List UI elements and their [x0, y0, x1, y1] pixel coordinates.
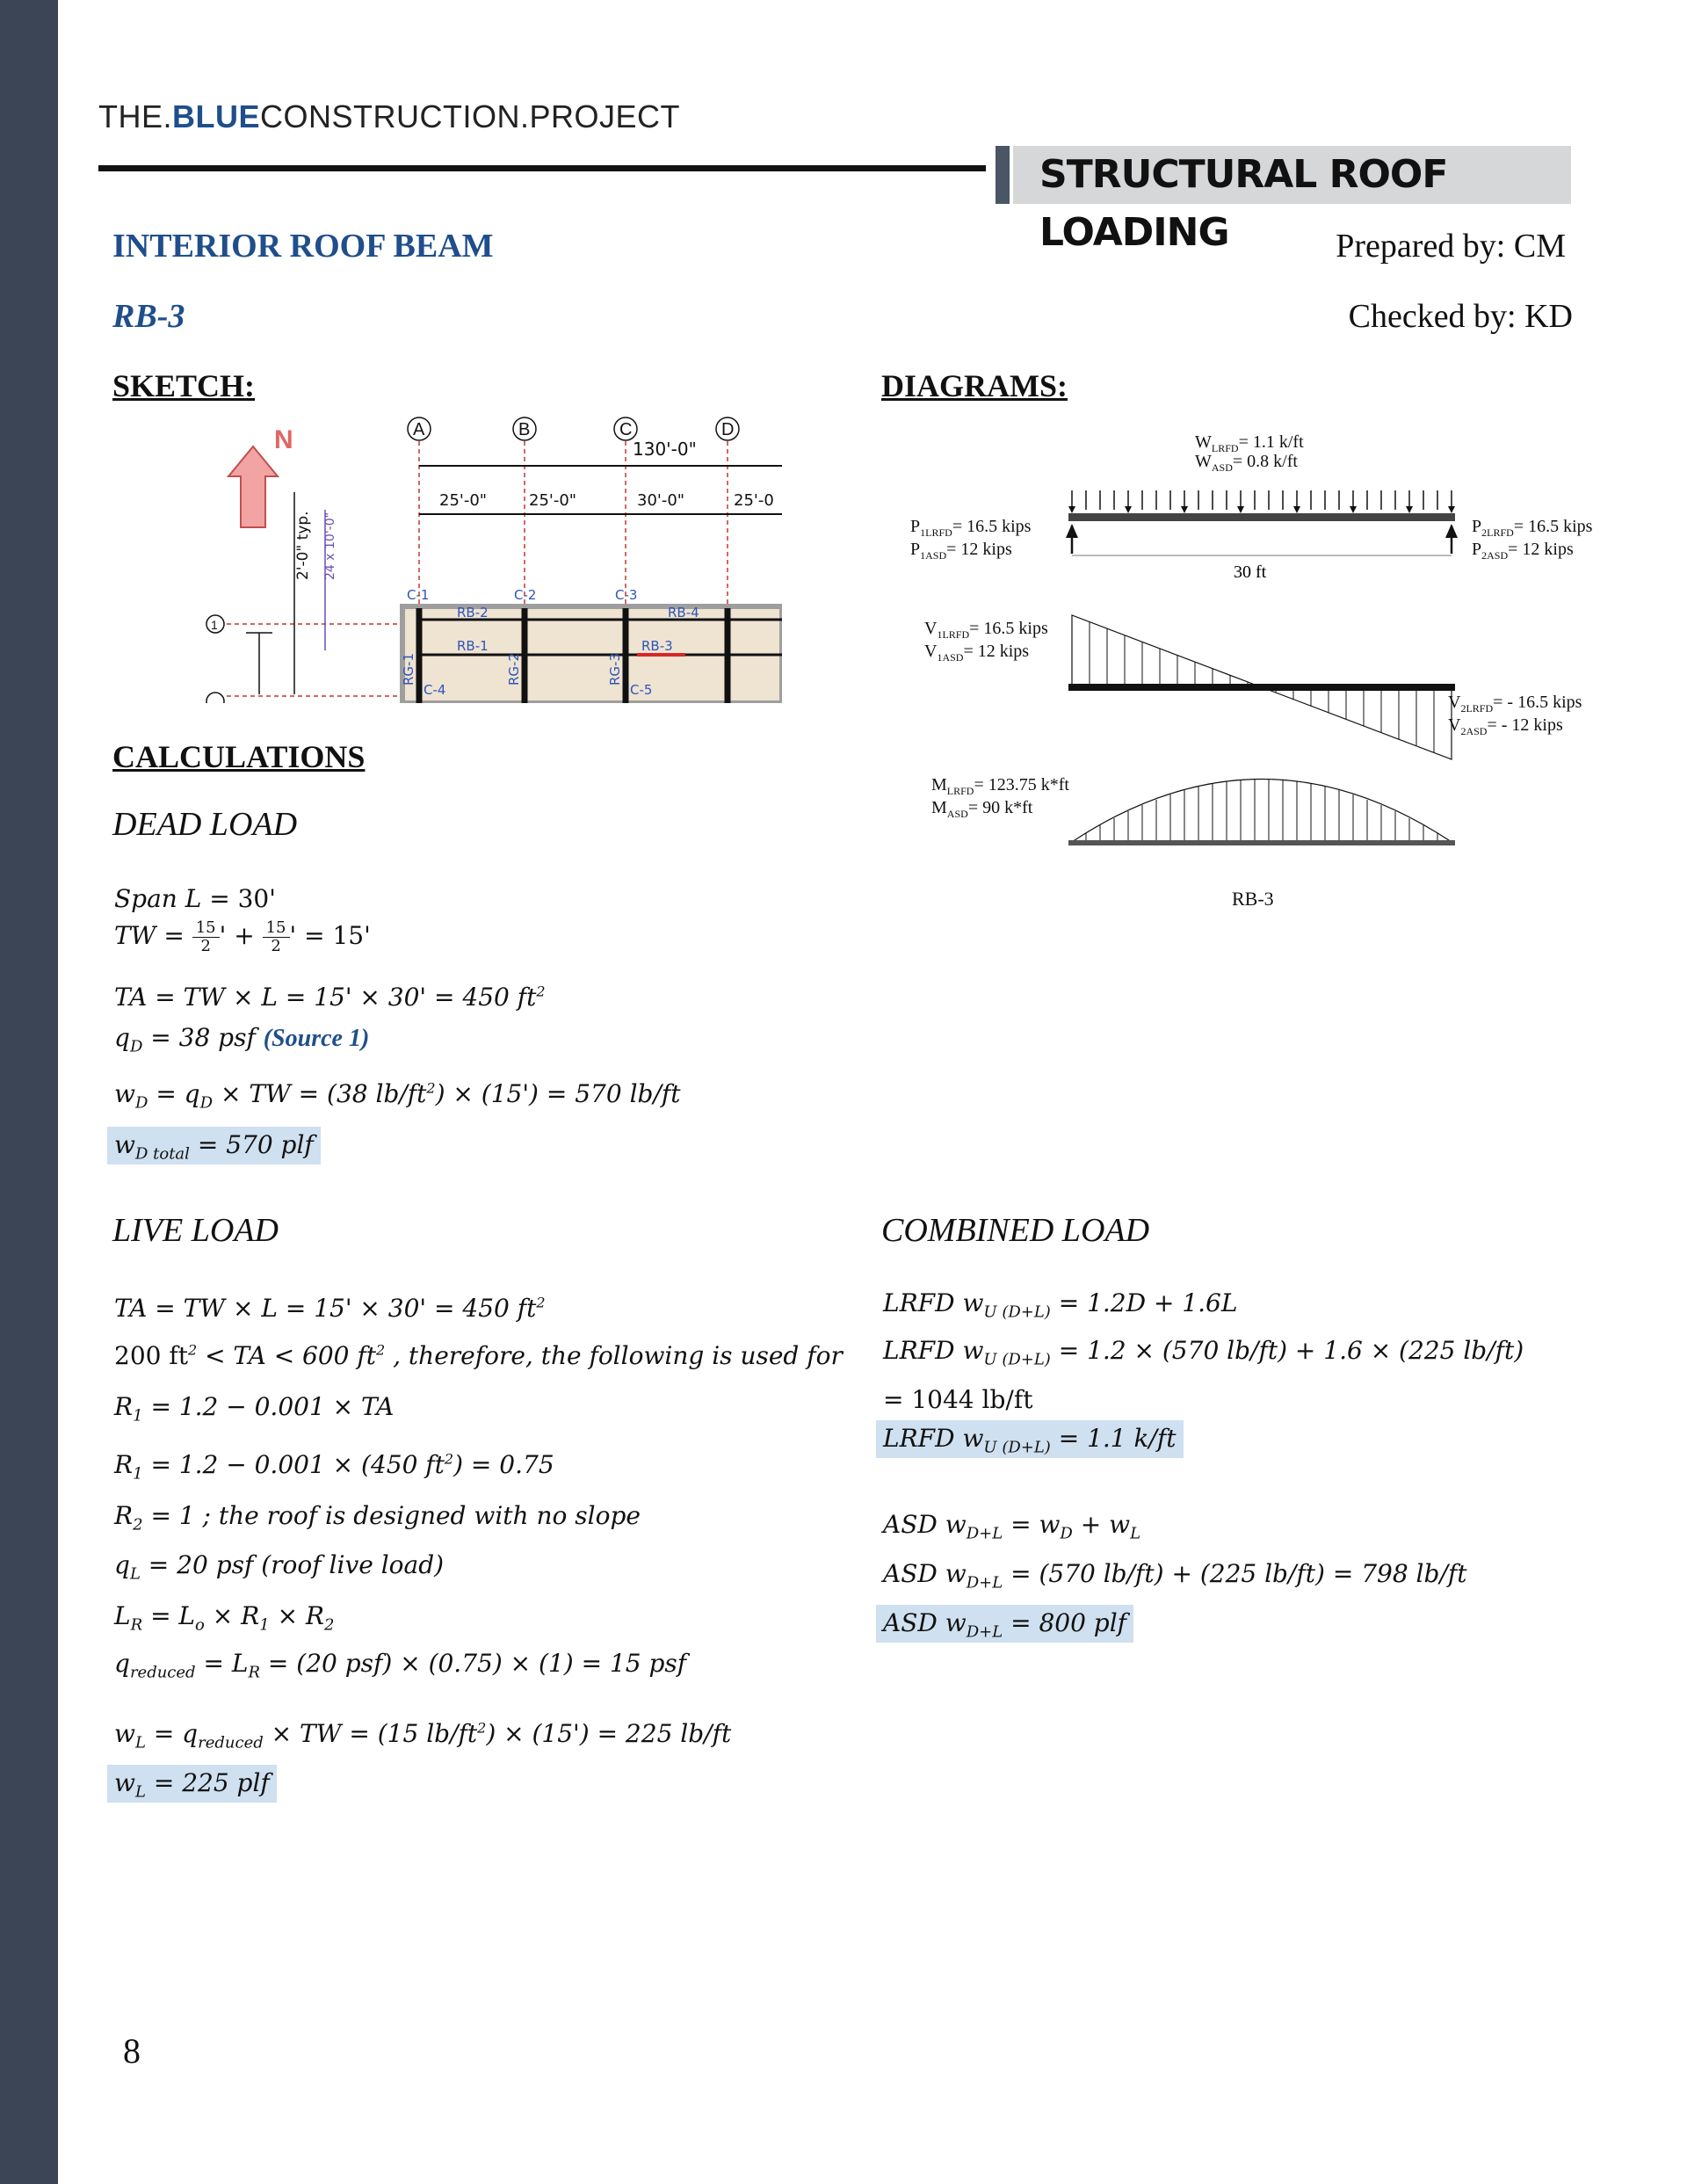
beam-label: RB-4: [668, 605, 699, 620]
v1-lrfd-label: $V_{1LRFD}= 16.5$ kips: [924, 619, 1048, 641]
lrfd-total: LRFD $w_{U (D+L)} = 1.1$ k/ft: [883, 1424, 1184, 1457]
p2-lrfd-label: $P_{2LRFD}= 16.5$ kips: [1472, 517, 1593, 539]
sketch-heading: SKETCH:: [112, 368, 256, 403]
asd-eq-2: ASD $w_{D+L} = (570$ lb/ft) + (225 lb/ft) = 798 lb/ft: [883, 1559, 1467, 1593]
beam-line: [1068, 513, 1455, 521]
p2-asd-label: $P_{2ASD}= 12$ kips: [1472, 540, 1574, 562]
beam-label: RB-2: [457, 605, 489, 620]
row-label-1: 1: [211, 618, 218, 632]
beam-label: RB-1: [457, 638, 489, 654]
live-wl-eq: $w_L = q_{reduced}$ × TW = (15 $lb/ft^2) \times (15') = 225$ lb/ft: [114, 1719, 732, 1752]
asd-total: ASD $w_{D+L} = 800$ plf: [883, 1608, 1133, 1642]
grid-label-b: B: [518, 420, 531, 439]
dead-ta-eq: TA = TW × L = 15' × 30' = 450 $ft^2$: [114, 983, 546, 1012]
live-r1-formula: $R_1 = 1.2 - 0.001$ × TA: [114, 1392, 395, 1426]
overall-dimension: 130'-0": [633, 439, 697, 460]
banner-accent: [996, 146, 1010, 204]
live-load-total: $w_L = 225$ plf: [114, 1768, 277, 1802]
combined-load-heading: COMBINED LOAD: [881, 1212, 1150, 1249]
dead-load-total: $w_{D total} = 570$ plf: [114, 1130, 321, 1164]
column-label: C-1: [407, 587, 430, 603]
live-q-reduced: $q_{reduced} = L_R = (20$ psf) × (0.75) × (1) = 15 psf: [114, 1649, 687, 1682]
live-r1-value: $R_1 = 1.2 - 0.001 \times (450$ $ft^2) = 0.75$: [114, 1450, 554, 1484]
grid-label-a: A: [413, 420, 425, 439]
p1-asd-label: $P_{1ASD}= 12$ kips: [910, 540, 1012, 562]
column-label: C-3: [615, 587, 638, 603]
bay-dimension: 25'-0": [529, 491, 577, 510]
asd-eq-1: ASD $w_{D+L} = w_D + w_L$: [883, 1510, 1141, 1543]
header-rule: [98, 165, 986, 171]
banner-title: STRUCTURAL ROOF LOADING: [1013, 146, 1571, 204]
live-ta-eq: TA = TW × L = 15' × 30' = 450 $ft^2$: [114, 1294, 546, 1323]
north-label: N: [274, 425, 293, 454]
page-sidebar-band: [0, 0, 58, 2184]
column-label: C-5: [630, 682, 653, 698]
w-asd-label: $W_{ASD}= 0.8$ k/ft: [1195, 452, 1298, 474]
v1-asd-label: $V_{1ASD}= 12$ kips: [924, 642, 1030, 664]
beam-id: RB-3: [112, 298, 185, 335]
column-label: C-4: [424, 682, 446, 698]
beam-label: RB-3: [641, 638, 673, 654]
live-r2: $R_2 = 1$ ; the roof is designed with no slope: [114, 1501, 641, 1535]
bay-dimension: 25'-0": [439, 491, 488, 510]
bay-dimension: 30'-0": [637, 491, 685, 510]
dead-span-eq: Span L = 30': [114, 884, 276, 913]
dead-qd-eq: $q_D = 38$ psf (Source 1): [114, 1023, 370, 1056]
lrfd-eq-3: = 1044 lb/ft: [883, 1385, 1033, 1414]
bay-dimension: 25'-0: [734, 491, 774, 510]
dead-load-heading: DEAD LOAD: [112, 806, 298, 843]
prepared-by: Prepared by: CM: [1336, 228, 1566, 265]
live-range-eq: 200 $ft^2$ < TA < 600 $ft^2$ , therefore, the following is used for: [114, 1341, 843, 1370]
live-lr-formula: $L_R = L_o \times R_1 \times R_2$: [114, 1601, 335, 1635]
brand-wordmark: THE.BLUECONSTRUCTION.PROJECT: [98, 98, 681, 134]
spacing-typ-label: 2'-0" typ.: [294, 511, 312, 580]
v2-asd-label: $V_{2ASD}= - 12$ kips: [1448, 715, 1563, 737]
girder-label: RG-1: [401, 652, 416, 686]
p1-lrfd-label: $P_{1LRFD}= 16.5$ kips: [910, 517, 1032, 539]
grid-label-c: C: [619, 420, 633, 439]
framing-plan-sketch: [193, 404, 782, 703]
section-title: INTERIOR ROOF BEAM: [112, 228, 494, 265]
diagram-caption: RB-3: [1232, 888, 1274, 910]
diagrams-heading: DIAGRAMS:: [881, 368, 1068, 403]
girder-label: RG-2: [506, 652, 522, 686]
v2-lrfd-label: $V_{2LRFD}= - 16.5$ kips: [1448, 693, 1582, 715]
column-label: C-2: [514, 587, 537, 603]
m-asd-label: $M_{ASD}= 90$ k*ft: [931, 798, 1033, 820]
deck-label: 24 x 10'-0": [323, 512, 337, 580]
girder-label: RG-3: [607, 652, 623, 686]
north-arrow-icon: [228, 425, 293, 527]
grid-label-d: D: [721, 420, 735, 439]
checked-by: Checked by: KD: [1348, 298, 1573, 335]
span-label: 30 ft: [1234, 562, 1267, 582]
calculations-heading: CALCULATIONS: [112, 739, 366, 774]
w-lrfd-label: $W_{LRFD}= 1.1$ k/ft: [1195, 432, 1304, 454]
dead-wd-eq: $w_D = q_D$ × TW = (38 $lb/ft^2) \times (15') = 570$ lb/ft: [114, 1079, 681, 1113]
beam-diagrams: [896, 422, 1617, 914]
lrfd-eq-2: LRFD $w_{U (D+L)} = 1.2 \times (570$ lb/ft) + 1.6 × (225 lb/ft): [883, 1336, 1524, 1369]
live-ql: $q_L = 20$ psf (roof live load): [114, 1550, 445, 1584]
m-lrfd-label: $M_{LRFD}= 123.75$ k*ft: [931, 775, 1069, 797]
dead-tw-eq: TW = $\frac{15}{2}$ ' + $\frac{15}{2}$ ' = 15': [114, 918, 371, 955]
live-load-heading: LIVE LOAD: [112, 1212, 279, 1249]
page-number: 8: [123, 2031, 141, 2071]
lrfd-eq-1: LRFD $w_{U (D+L)} = 1.2D + 1.6L$: [883, 1288, 1238, 1322]
